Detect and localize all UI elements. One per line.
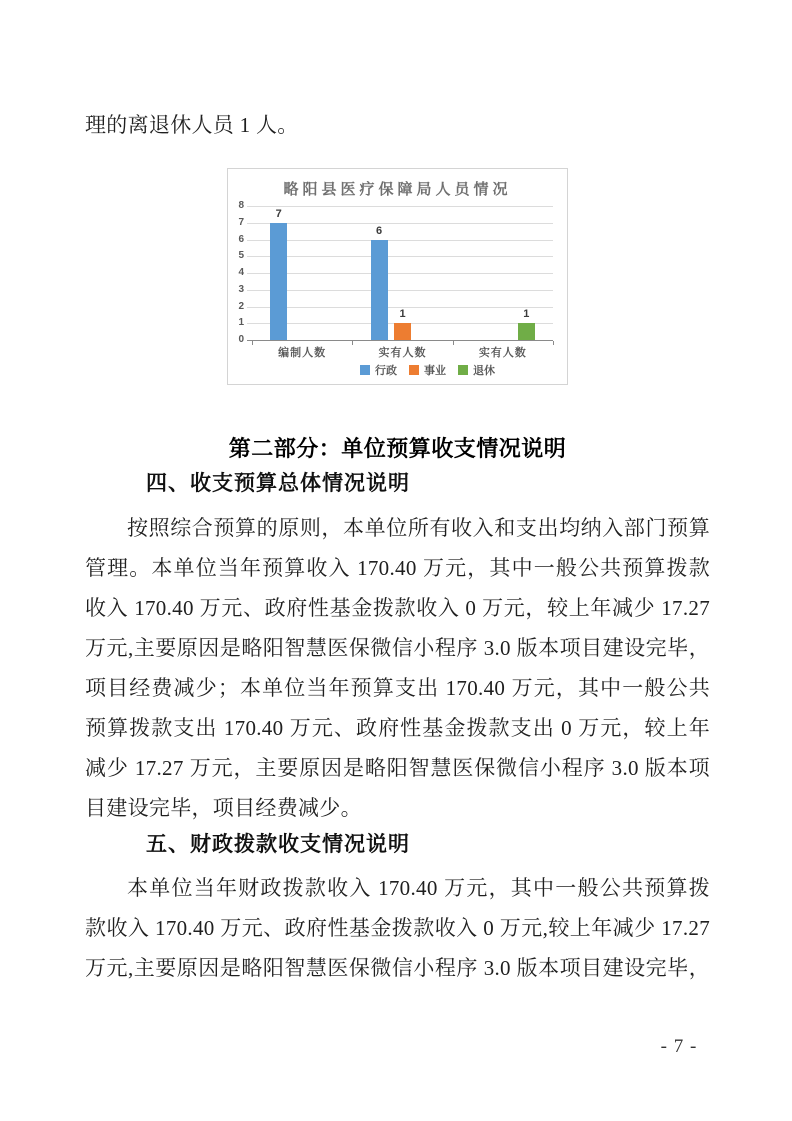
paragraph-line: 管理。本单位当年预算收入 170.40 万元，其中一般公共预算拨款 [85, 556, 710, 580]
page-number: - 7 - [660, 1036, 698, 1057]
y-axis-tick-label: 7 [238, 216, 244, 228]
bar [518, 323, 535, 340]
y-axis-tick-label: 0 [238, 334, 244, 345]
y-axis-tick-label: 1 [238, 317, 244, 329]
x-axis-tick [252, 341, 253, 345]
gridline [247, 223, 553, 224]
gridline [247, 240, 553, 241]
paragraph-line: 项目经费减少；本单位当年预算支出 170.40 万元，其中一般公共 [85, 676, 710, 700]
bar [270, 223, 287, 340]
x-axis-line [247, 340, 553, 341]
x-axis-tick [553, 341, 554, 345]
intro-paragraph [85, 105, 710, 145]
legend-label: 事业 [424, 365, 446, 377]
y-axis-tick-label: 3 [238, 283, 244, 295]
x-axis-tick [453, 341, 454, 345]
paragraph-line: 预算拨款支出 170.40 万元、政府性基金拨款支出 0 万元，较上年 [85, 716, 710, 740]
gridline [247, 290, 553, 291]
paragraph-line: 万元,主要原因是略阳智慧医保微信小程序 3.0 版本项目建设完毕， [85, 956, 710, 980]
paragraph-line: 理的离退休人员 1 人。 [85, 113, 299, 137]
y-axis-tick-label: 2 [238, 300, 244, 312]
bar [371, 240, 388, 341]
section-heading-part2: 第二部分：单位预算收支情况说明 [228, 436, 567, 461]
subsection-heading-5: 五、财政拨款收支情况说明 [146, 833, 410, 856]
paragraph-line: 款收入 170.40 万元、政府性基金拨款收入 0 万元,较上年减少 17.27 [85, 916, 710, 940]
y-axis-tick-label: 5 [238, 250, 244, 262]
paragraph-line: 收入 170.40 万元、政府性基金拨款收入 0 万元，较上年减少 17.27 [85, 596, 710, 620]
legend-item [360, 362, 397, 378]
chart-title: 略阳县医疗保障局人员情况 [283, 181, 512, 198]
legend-label: 行政 [375, 365, 397, 377]
legend-item [458, 362, 495, 378]
personnel-bar-chart [227, 168, 568, 385]
y-axis-tick-label: 4 [238, 267, 244, 278]
section5-paragraph [85, 868, 710, 988]
legend-item [409, 362, 446, 378]
gridline [247, 273, 553, 274]
bar-value-label: 1 [399, 308, 406, 321]
legend-swatch [360, 365, 370, 375]
paragraph-line: 本单位当年财政拨款收入 170.40 万元，其中一般公共预算拨 [127, 876, 710, 900]
chart-legend [258, 362, 597, 378]
x-axis-category-label: 编制人数 [278, 347, 327, 359]
paragraph-line: 减少 17.27 万元，主要原因是略阳智慧医保微信小程序 3.0 版本项 [85, 756, 710, 780]
subsection-heading-4: 四、收支预算总体情况说明 [146, 472, 410, 495]
chart-plot-area [238, 200, 553, 359]
x-axis-category-label: 实有人数 [378, 347, 427, 359]
bar-value-label: 6 [375, 224, 383, 237]
bar-value-label: 7 [275, 207, 282, 220]
paragraph-line: 目建设完毕，项目经费减少。 [85, 796, 362, 820]
gridline [247, 256, 553, 257]
gridline [247, 206, 553, 207]
bar [394, 323, 411, 340]
paragraph-line: 按照综合预算的原则，本单位所有收入和支出均纳入部门预算 [127, 516, 710, 540]
bar-value-label: 1 [523, 308, 530, 321]
legend-swatch [409, 365, 419, 375]
x-axis-tick [352, 341, 353, 345]
paragraph-line: 万元,主要原因是略阳智慧医保微信小程序 3.0 版本项目建设完毕， [85, 636, 710, 660]
section4-paragraph [85, 508, 710, 828]
legend-swatch [458, 365, 468, 375]
x-axis-category-label: 实有人数 [478, 347, 527, 359]
y-axis-tick-label: 6 [238, 233, 244, 245]
legend-label: 退休 [473, 365, 495, 377]
y-axis-tick-label: 8 [238, 200, 244, 211]
